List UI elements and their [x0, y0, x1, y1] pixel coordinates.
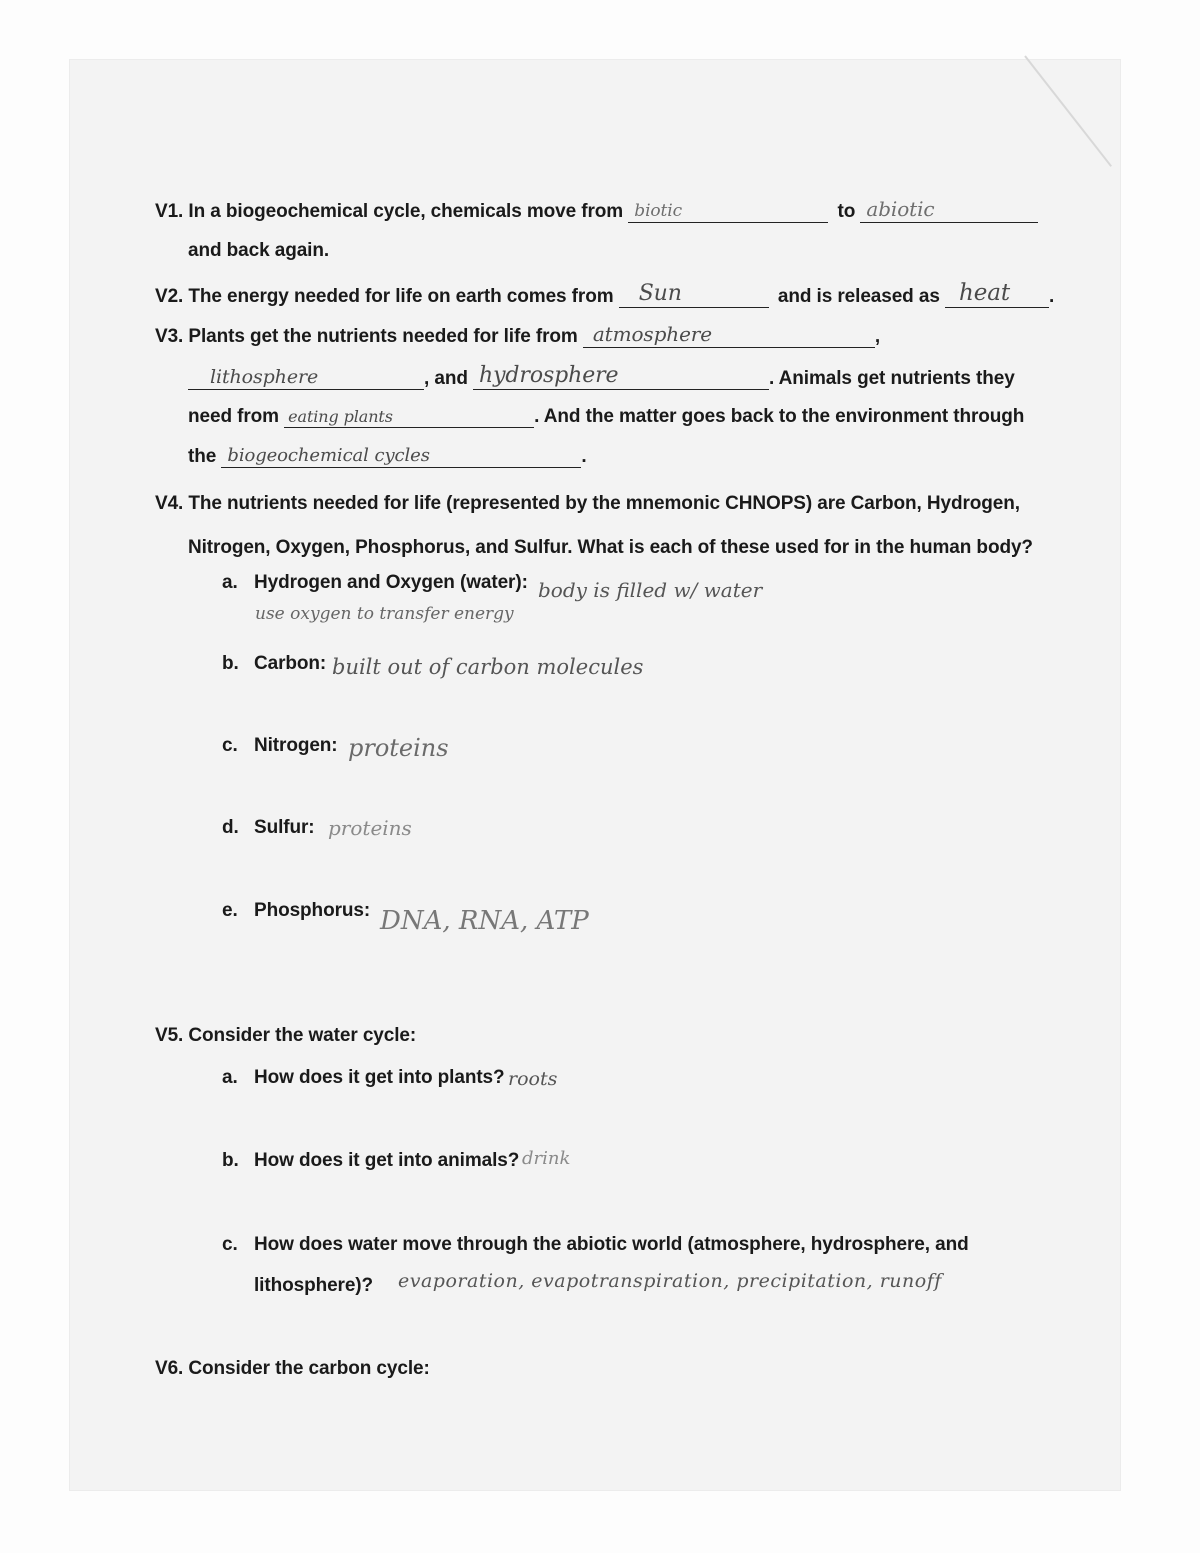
v5-item-c-answer: evaporation, evapotranspiration, precipitation, runoff: [398, 1270, 942, 1292]
v4-item-e: [222, 900, 370, 922]
v5-item-a: [222, 1067, 505, 1089]
v4-item-d: [222, 817, 315, 839]
v3-text-c: . Animals get nutrients they: [769, 368, 1015, 389]
v4-item-e-question: Phosphorus:: [254, 900, 371, 921]
v1-text-a: V1. In a biogeochemical cycle, chemicals move from: [155, 201, 624, 222]
v2-text-b: and is released as: [777, 286, 940, 307]
v5-item-c: [222, 1234, 969, 1256]
v5-title: V5. Consider the water cycle:: [155, 1025, 417, 1046]
v3-blank-4[interactable]: [284, 405, 534, 428]
v4-item-a: [222, 572, 528, 594]
v4-line-2: Nitrogen, Oxygen, Phosphorus, and Sulfur. What is each of these used for in the human body?: [188, 537, 1033, 558]
v4-item-b-question: Carbon:: [254, 653, 327, 674]
v3-line-2: [188, 363, 1015, 390]
v4-item-b-answer: built out of carbon molecules: [332, 655, 644, 679]
v1-blank-2[interactable]: [860, 197, 1038, 223]
v5-item-a-question: How does it get into plants?: [254, 1067, 505, 1088]
v4-item-a-answer: body is filled w/ water: [538, 578, 763, 602]
v3-answer-2: lithosphere: [210, 366, 319, 388]
v3-answer-5: biogeochemical cycles: [227, 445, 430, 466]
v3-blank-3[interactable]: [473, 363, 769, 390]
v5-item-b: [222, 1150, 519, 1172]
v5-item-c-question: How does water move through the abiotic world (atmosphere, hydrosphere, and: [254, 1234, 969, 1255]
v4-item-d-answer: proteins: [328, 816, 412, 840]
v1-line-2: and back again.: [188, 240, 330, 261]
v4-item-a-question: Hydrogen and Oxygen (water):: [254, 572, 528, 593]
v4-item-b: [222, 653, 326, 675]
v3-text-e: . And the matter goes back to the environment through: [534, 406, 1025, 427]
v4-item-a-label: a.: [222, 572, 238, 593]
v5-item-a-answer: roots: [508, 1068, 558, 1090]
v3-blank-5[interactable]: [221, 445, 581, 468]
v1-answer-1: biotic: [634, 201, 683, 221]
v2-blank-2[interactable]: [945, 280, 1049, 308]
v3-line-4: [188, 445, 587, 468]
v3-blank-2[interactable]: [188, 367, 424, 390]
v4-item-a-answer-2: use oxygen to transfer energy: [255, 604, 514, 624]
v5-item-b-label: b.: [222, 1150, 239, 1171]
v3-line-3: [188, 405, 1024, 428]
v3-text-g: .: [581, 446, 587, 467]
v5-item-c-line-2: lithosphere)?: [254, 1275, 374, 1296]
v1-line-1: [155, 197, 1038, 223]
v4-item-c-answer: proteins: [348, 734, 449, 762]
v1-text-b: to: [837, 201, 856, 222]
v1-answer-2: abiotic: [866, 197, 935, 221]
v5-item-b-answer: drink: [522, 1148, 571, 1169]
v5-item-b-question: How does it get into animals?: [254, 1150, 520, 1171]
v3-text-d: need from: [188, 406, 279, 427]
v5-item-a-label: a.: [222, 1067, 238, 1088]
v4-item-e-label: e.: [222, 900, 238, 921]
v2-answer-2: heat: [959, 280, 1010, 306]
v2-text-a: V2. The energy needed for life on earth comes from: [155, 286, 614, 307]
v3-answer-3: hydrosphere: [479, 363, 619, 388]
v2-line: [155, 280, 1055, 308]
v3-text-a: V3. Plants get the nutrients needed for life from: [155, 326, 578, 347]
v3-blank-1[interactable]: [583, 322, 875, 348]
v3-comma-1: ,: [874, 326, 881, 347]
v3-answer-1: atmosphere: [592, 322, 713, 346]
v4-item-e-answer: DNA, RNA, ATP: [380, 906, 589, 936]
v2-blank-1[interactable]: [619, 281, 769, 308]
v3-line-1: [155, 322, 881, 348]
v2-text-c: .: [1049, 286, 1055, 307]
v4-item-c: [222, 735, 338, 757]
v4-item-d-question: Sulfur:: [254, 817, 315, 838]
v4-item-c-question: Nitrogen:: [254, 735, 338, 756]
v3-text-b: , and: [424, 368, 468, 389]
v2-answer-1: Sun: [638, 281, 682, 306]
v1-blank-1[interactable]: [628, 200, 828, 223]
v4-item-c-label: c.: [222, 735, 238, 756]
v4-line-1: V4. The nutrients needed for life (represented by the mnemonic CHNOPS) are Carbon, Hydrogen,: [155, 493, 1020, 514]
v3-text-f: the: [188, 446, 217, 467]
v5-item-c-label: c.: [222, 1234, 238, 1255]
v6-title: V6. Consider the carbon cycle:: [155, 1358, 430, 1379]
v4-item-d-label: d.: [222, 817, 239, 838]
v4-item-b-label: b.: [222, 653, 239, 674]
v3-answer-4: eating plants: [288, 407, 393, 426]
